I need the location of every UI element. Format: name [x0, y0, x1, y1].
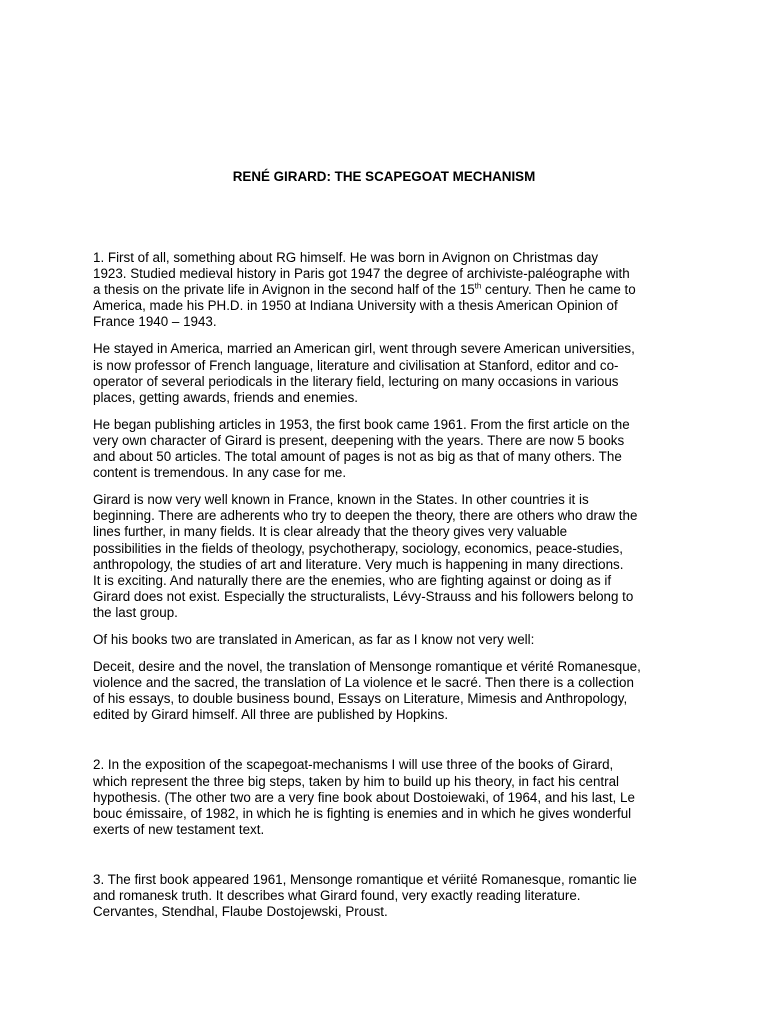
text-line: Girard does not exist. Especially the structuralists, Lévy-Strauss and his followers belong to: [93, 588, 634, 604]
text-line: and about 50 articles. The total amount of pages is not as big as that of many others. The: [93, 449, 622, 465]
text-line: very own character of Girard is present, deepening with the years. There are now 5 books: [93, 432, 625, 448]
text-line: 1923. Studied medieval history in Paris got 1947 the degree of archiviste-paléographe with: [93, 266, 630, 282]
text-line: edited by Girard himself. All three are published by Hopkins.: [93, 707, 449, 723]
text-line: places, getting awards, friends and enemies.: [93, 389, 358, 405]
text-segment: century. Then he came to: [481, 282, 636, 298]
text-line: hypothesis. (The other two are a very fine book about Dostoiewaki, of 1964, and his last, Le: [93, 789, 635, 805]
paragraph-2: [93, 341, 685, 405]
paragraph-4: [93, 492, 685, 621]
text-line: Of his books two are translated in American, as far as I know not very well:: [93, 631, 535, 647]
text-line: [93, 282, 685, 298]
text-line: Cervantes, Stendhal, Flaube Dostojewski, Proust.: [93, 904, 388, 920]
text-line: and romanesk truth. It describes what Girard found, very exactly reading literature.: [93, 888, 581, 903]
paragraph-1: [93, 250, 685, 330]
paragraph-5: [93, 632, 685, 648]
text-line: anthropology, the studies of art and literature. Very much is happening in many directions.: [93, 556, 624, 572]
text-line: operator of several periodicals in the literary field, lecturing on many occasions in various: [93, 373, 619, 389]
text-line: 2. In the exposition of the scapegoat-mechanisms I will use three of the books of Girard,: [93, 757, 614, 773]
text-line: bouc émissaire, of 1982, in which he is fighting is enemies and in which he gives wonderful: [93, 805, 632, 821]
document-body: [93, 250, 685, 931]
text-line: exerts of new testament text.: [93, 821, 265, 837]
text-line: France 1940 – 1943.: [93, 314, 217, 330]
text-line: lines further, in many fields. It is clear already that the theory gives very valuable: [93, 524, 568, 540]
paragraph-7: [93, 757, 685, 837]
paragraph-3: [93, 417, 685, 481]
text-line: possibilities in the fields of theology, psychotherapy, sociology, economics, peace-studies,: [93, 540, 623, 556]
text-line: violence and the sacred, the translation of La violence et le sacré. Then there is a collection: [93, 675, 634, 691]
text-line: It is exciting. And naturally there are the enemies, who are fighting against or doing as if: [93, 572, 612, 588]
paragraph-8: [93, 872, 685, 920]
text-line: which represent the three big steps, taken by him to build up his theory, in fact his central: [93, 773, 619, 789]
text-line: America, made his PH.D. in 1950 at Indiana University with a thesis American Opinion of: [93, 298, 618, 314]
text-line: Girard is now very well known in France, known in the States. In other countries it is: [93, 492, 589, 508]
text-line: of his essays, to double business bound, Essays on Literature, Mimesis and Anthropology,: [93, 691, 628, 707]
text-line: 1. First of all, something about RG himself. He was born in Avignon on Christmas day: [93, 250, 599, 265]
text-line: is now professor of French language, literature and civilisation at Stanford, editor and co-: [93, 357, 619, 373]
text-line: Deceit, desire and the novel, the translation of Mensonge romantique et vérité Romanesque,: [93, 659, 641, 675]
text-line: content is tremendous. In any case for me.: [93, 465, 347, 481]
text-line: 3. The first book appeared 1961, Mensonge romantique et vériité Romanesque, romantic lie: [93, 871, 637, 887]
text-line: He began publishing articles in 1953, the first book came 1961. From the first article on the: [93, 416, 630, 432]
paragraph-6: [93, 659, 685, 723]
superscript: th: [474, 281, 482, 291]
text-line: beginning. There are adherents who try to deepen the theory, there are others who draw the: [93, 508, 638, 524]
text-line: He stayed in America, married an American girl, went through severe American universities,: [93, 341, 635, 357]
text-line: the last group.: [93, 604, 178, 620]
page-title: RENÉ GIRARD: THE SCAPEGOAT MECHANISM: [232, 169, 536, 184]
text-segment: a thesis on the private life in Avignon in the second half of the 15: [93, 282, 475, 298]
